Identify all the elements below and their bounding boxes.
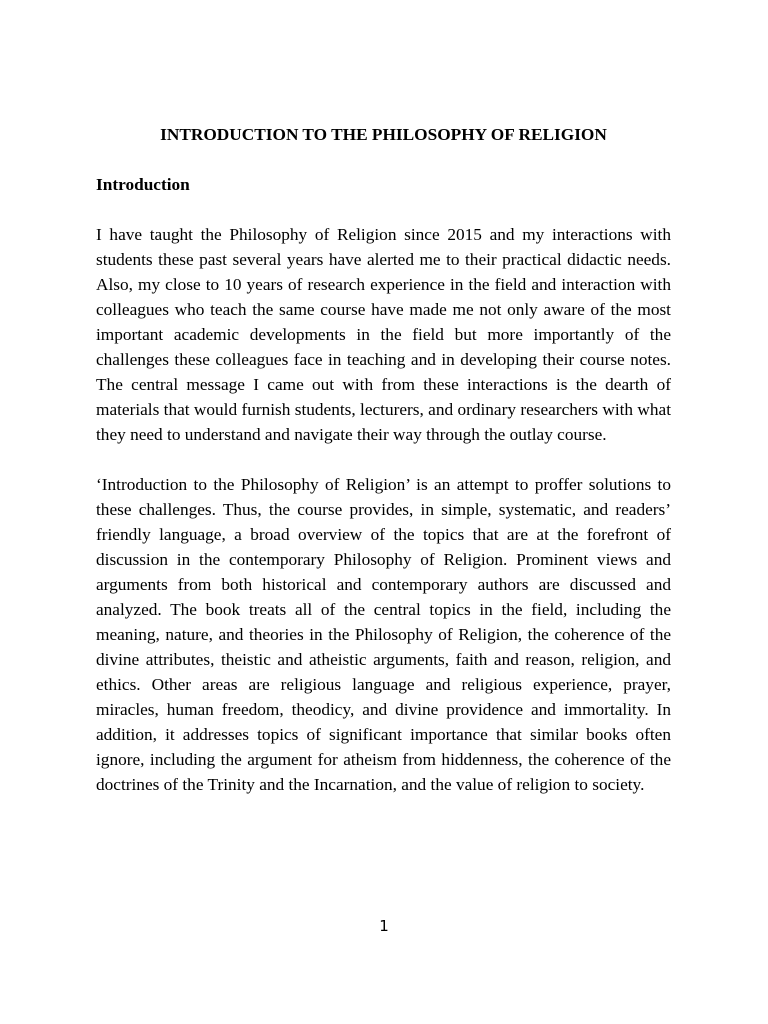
document-page xyxy=(96,122,671,797)
document-title: INTRODUCTION TO THE PHILOSOPHY OF RELIGION xyxy=(160,125,607,144)
page-number: 1 xyxy=(379,917,389,935)
section-heading: Introduction xyxy=(96,175,190,194)
paragraph-1: I have taught the Philosophy of Religion since 2015 and my interactions with students these past several years have alerted me to their practical didactic needs. Also, my close to 10 years of research experience in the field and interaction with colleagues who teach the same course have made me not only aware of the most important academic developments in the field but more importantly of the challenges these colleagues face in teaching and in developing their course notes. The central message I came out with from these interactions is the dearth of materials that would furnish students, lecturers, and ordinary researchers with what they need to understand and navigate their way through the outlay course. xyxy=(96,225,671,444)
paragraph-2: ‘Introduction to the Philosophy of Religion’ is an attempt to proffer solutions to these challenges. Thus, the course provides, in simple, systematic, and readers’ friendly language, a broad overview of the topics that are at the forefront of discussion in the contemporary Philosophy of Religion. Prominent views and arguments from both historical and contemporary authors are discussed and analyzed. The book treats all of the central topics in the field, including the meaning, nature, and theories in the Philosophy of Religion, the coherence of the divine attributes, theistic and atheistic arguments, faith and reason, religion, and ethics. Other areas are religious language and religious experience, prayer, miracles, human freedom, theodicy, and divine providence and immortality. In addition, it addresses topics of significant importance that similar books often ignore, including the argument for atheism from hiddenness, the coherence of the doctrines of the Trinity and the Incarnation, and the value of religion to society. xyxy=(96,475,671,794)
